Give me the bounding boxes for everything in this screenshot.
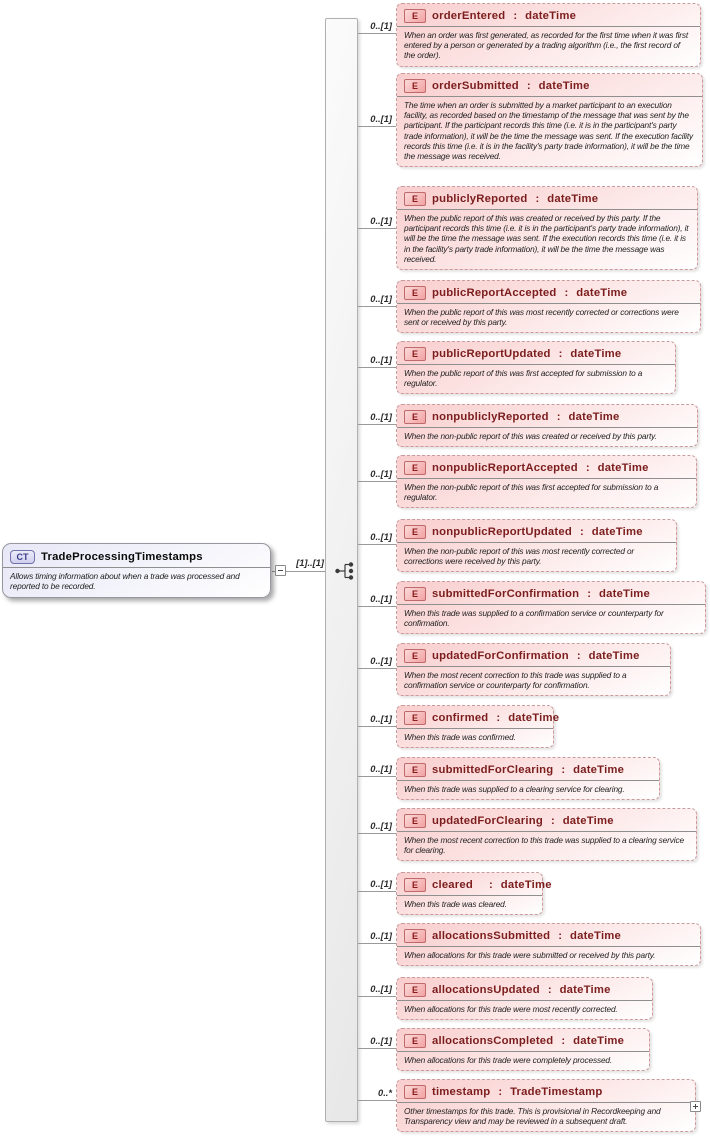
cardinality-label: 0..[1] — [370, 355, 392, 365]
element-type: TradeTimestamp — [510, 1085, 603, 1098]
connector-line — [358, 1048, 396, 1049]
element-box-allocationsUpdated[interactable] — [396, 977, 653, 1020]
element-box-nonpublicReportAccepted[interactable] — [396, 455, 697, 508]
connector-line — [358, 126, 396, 127]
element-icon: E — [404, 192, 426, 206]
connector-line — [358, 943, 396, 944]
element-type: dateTime — [576, 286, 628, 299]
element-icon: E — [404, 1085, 426, 1099]
element-name: orderSubmitted — [432, 79, 519, 92]
element-name: submittedForClearing — [432, 763, 554, 776]
colon: : — [561, 763, 566, 776]
colon: : — [526, 79, 531, 92]
element-type: dateTime — [597, 461, 649, 474]
element-icon: E — [404, 286, 426, 300]
element-header — [397, 758, 659, 780]
element-header — [397, 1080, 695, 1102]
colon: : — [496, 711, 501, 724]
element-name: orderEntered — [432, 9, 506, 22]
element-icon: E — [404, 649, 426, 663]
connector-line — [358, 424, 396, 425]
element-header — [397, 924, 700, 946]
element-header — [397, 4, 700, 26]
element-header — [397, 809, 696, 831]
element-header — [397, 582, 705, 604]
element-description: When the non-public report of this was most recently corrected or corrections were received by this party. — [404, 546, 635, 567]
connector-line — [358, 833, 396, 834]
element-description: When the most recent correction to this trade was supplied to a clearing service for clearing. — [404, 835, 684, 856]
colon: : — [558, 347, 563, 360]
cardinality-label: 0..* — [378, 1088, 392, 1098]
element-description: When allocations for this trade were completely processed. — [404, 1055, 613, 1065]
element-type: dateTime — [525, 9, 577, 22]
cardinality-label: 0..[1] — [370, 931, 392, 941]
element-icon: E — [404, 711, 426, 725]
connector-line — [358, 606, 396, 607]
element-name: publicReportAccepted — [432, 286, 557, 299]
element-box-allocationsCompleted[interactable] — [396, 1028, 650, 1071]
element-description: The time when an order is submitted by a market participant to an execution facility, as recorded based on the timestamp of the message that was sent by the participant. If the participant records this time (i.e. it is in the participant's party trade information), it will be the time the message was sent. If the execution facility records this time (i.e. it is in the facility's party trade information), it will be the time the message was received. — [404, 100, 694, 162]
element-icon: E — [404, 983, 426, 997]
element-icon: E — [404, 525, 426, 539]
connector-line — [358, 481, 396, 482]
colon: : — [550, 814, 555, 827]
element-box-submittedForConfirmation[interactable] — [396, 581, 706, 634]
colon: : — [587, 587, 592, 600]
colon: : — [556, 410, 561, 423]
element-type: dateTime — [599, 587, 651, 600]
cardinality-label: 0..[1] — [370, 114, 392, 124]
element-icon: E — [404, 1034, 426, 1048]
element-header — [397, 1029, 649, 1051]
element-box-allocationsSubmitted[interactable] — [396, 923, 701, 966]
element-description: Other timestamps for this trade. This is provisional in Recordkeeping and Transparency view and may be reviewed in a subsequent draft. — [404, 1106, 661, 1127]
element-type: dateTime — [500, 878, 552, 891]
element-box-confirmed[interactable] — [396, 705, 560, 748]
element-description: When this trade was supplied to a clearing service for clearing. — [404, 784, 625, 794]
element-description: When the public report of this was created or received by this party. If the participant records this time (i.e. it is in the participant's party trade information), it will be the time the message was sent. If the execution records this time (i.e. it is in the facility's party trade information), it will be the time the message was received. — [404, 213, 689, 264]
element-name: allocationsUpdated — [432, 983, 540, 996]
cardinality-label: 0..[1] — [370, 469, 392, 479]
element-type: dateTime — [568, 410, 620, 423]
element-icon: E — [404, 461, 426, 475]
element-type: dateTime — [559, 983, 611, 996]
element-type: dateTime — [570, 929, 622, 942]
complex-type-header — [3, 544, 270, 567]
element-icon: E — [404, 929, 426, 943]
element-icon: E — [404, 587, 426, 601]
element-header — [397, 520, 676, 542]
element-type: dateTime — [591, 525, 643, 538]
colon: : — [547, 983, 552, 996]
cardinality-label: 0..[1] — [370, 879, 392, 889]
element-header — [397, 978, 652, 1000]
element-icon: E — [404, 410, 426, 424]
element-description: When this trade was supplied to a confirmation service or counterparty for confirmation. — [404, 608, 664, 629]
element-description: When the public report of this was first accepted for submission to a regulator. — [404, 368, 643, 389]
element-header — [397, 74, 702, 96]
connector-line — [358, 367, 396, 368]
element-icon: E — [404, 814, 426, 828]
cardinality-label: 0..[1] — [370, 532, 392, 542]
element-type: dateTime — [508, 711, 560, 724]
element-box-publicReportUpdated[interactable] — [396, 341, 676, 394]
root-cardinality-label: [1]..[1] — [296, 558, 324, 568]
element-icon: E — [404, 878, 426, 892]
element-name: updatedForClearing — [432, 814, 543, 827]
element-name: nonpubliclyReported — [432, 410, 549, 423]
element-type: dateTime — [547, 192, 599, 205]
element-icon: E — [404, 347, 426, 361]
element-description: When allocations for this trade were submitted or received by this party. — [404, 950, 656, 960]
element-header — [397, 342, 675, 364]
cardinality-label: 0..[1] — [370, 216, 392, 226]
colon: : — [488, 878, 493, 891]
element-header — [397, 281, 700, 303]
colon: : — [513, 9, 518, 22]
element-name: publiclyReported — [432, 192, 528, 205]
element-name: allocationsSubmitted — [432, 929, 551, 942]
element-box-publiclyReported[interactable] — [396, 186, 698, 270]
connector-line — [358, 996, 396, 997]
cardinality-label: 0..[1] — [370, 1036, 392, 1046]
cardinality-label: 0..[1] — [370, 294, 392, 304]
element-icon: E — [404, 79, 426, 93]
element-box-orderSubmitted[interactable] — [396, 73, 703, 167]
colon: : — [558, 929, 563, 942]
cardinality-label: 0..[1] — [370, 984, 392, 994]
cardinality-label: 0..[1] — [370, 594, 392, 604]
connector-line — [358, 726, 396, 727]
complex-type-title: TradeProcessingTimestamps — [41, 550, 203, 563]
element-type: dateTime — [573, 1034, 625, 1047]
element-header — [397, 873, 552, 895]
connector-line — [358, 306, 396, 307]
connector-line — [358, 1100, 396, 1101]
colon: : — [576, 649, 581, 662]
colon: : — [498, 1085, 503, 1098]
colon: : — [535, 192, 540, 205]
element-type: dateTime — [538, 79, 590, 92]
element-header — [397, 456, 696, 478]
element-description: When this trade was cleared. — [404, 899, 507, 909]
complex-type-description: Allows timing information about when a trade was processed and reported to be recorded. — [10, 571, 240, 592]
element-header — [397, 644, 670, 666]
element-type: dateTime — [588, 649, 640, 662]
element-type: dateTime — [562, 814, 614, 827]
complex-type-icon: CT — [10, 550, 35, 564]
element-description: When this trade was confirmed. — [404, 732, 516, 742]
colon: : — [585, 461, 590, 474]
cardinality-label: 0..[1] — [370, 21, 392, 31]
element-box-nonpublicReportUpdated[interactable] — [396, 519, 677, 572]
element-description: When the non-public report of this was created or received by this party. — [404, 431, 657, 441]
element-icon: E — [404, 9, 426, 23]
element-description: When the public report of this was most recently corrected or corrections were sent or received by this party. — [404, 307, 679, 328]
element-name: submittedForConfirmation — [432, 587, 580, 600]
element-header — [397, 405, 697, 427]
collapse-toggle-icon[interactable] — [275, 565, 286, 576]
element-header — [397, 187, 697, 209]
element-type: dateTime — [570, 347, 622, 360]
element-box-submittedForClearing[interactable] — [396, 757, 660, 800]
cardinality-label: 0..[1] — [370, 656, 392, 666]
complex-type-box-TradeProcessingTimestamps[interactable] — [2, 543, 271, 598]
element-box-nonpubliclyReported[interactable] — [396, 404, 698, 447]
cardinality-label: 0..[1] — [370, 821, 392, 831]
cardinality-label: 0..[1] — [370, 714, 392, 724]
cardinality-label: 0..[1] — [370, 764, 392, 774]
element-type: dateTime — [573, 763, 625, 776]
connector-line — [358, 776, 396, 777]
element-box-updatedForConfirmation[interactable] — [396, 643, 671, 696]
element-name: timestamp — [432, 1085, 491, 1098]
element-description: When the non-public report of this was first accepted for submission to a regulator. — [404, 482, 659, 503]
element-header — [397, 706, 560, 728]
element-box-orderEntered[interactable] — [396, 3, 701, 67]
element-box-cleared[interactable] — [396, 872, 552, 915]
expand-toggle-icon[interactable] — [690, 1101, 701, 1112]
element-name: nonpublicReportUpdated — [432, 525, 572, 538]
connector-line — [358, 228, 396, 229]
connector-line — [358, 544, 396, 545]
element-name: allocationsCompleted — [432, 1034, 554, 1047]
colon: : — [561, 1034, 566, 1047]
connector-line — [358, 891, 396, 892]
element-description: When allocations for this trade were most recently corrected. — [404, 1004, 618, 1014]
element-description: When an order was first generated, as recorded for the first time when it was first entered by a person or generated by a trading algorithm (i.e., the first record of the order). — [404, 30, 689, 61]
element-box-updatedForClearing[interactable] — [396, 808, 697, 861]
element-box-publicReportAccepted[interactable] — [396, 280, 701, 333]
element-name: confirmed — [432, 711, 489, 724]
element-name: cleared — [432, 878, 473, 891]
element-name: nonpublicReportAccepted — [432, 461, 578, 474]
colon: : — [579, 525, 584, 538]
connector-line — [358, 668, 396, 669]
element-description: When the most recent correction to this trade was supplied to a confirmation service or counterparty for confirmation. — [404, 670, 627, 691]
connector-line — [358, 33, 396, 34]
cardinality-label: 0..[1] — [370, 412, 392, 422]
element-name: updatedForConfirmation — [432, 649, 569, 662]
sequence-icon — [334, 561, 358, 581]
element-name: publicReportUpdated — [432, 347, 551, 360]
colon: : — [564, 286, 569, 299]
element-icon: E — [404, 763, 426, 777]
element-box-timestamp[interactable] — [396, 1079, 696, 1132]
